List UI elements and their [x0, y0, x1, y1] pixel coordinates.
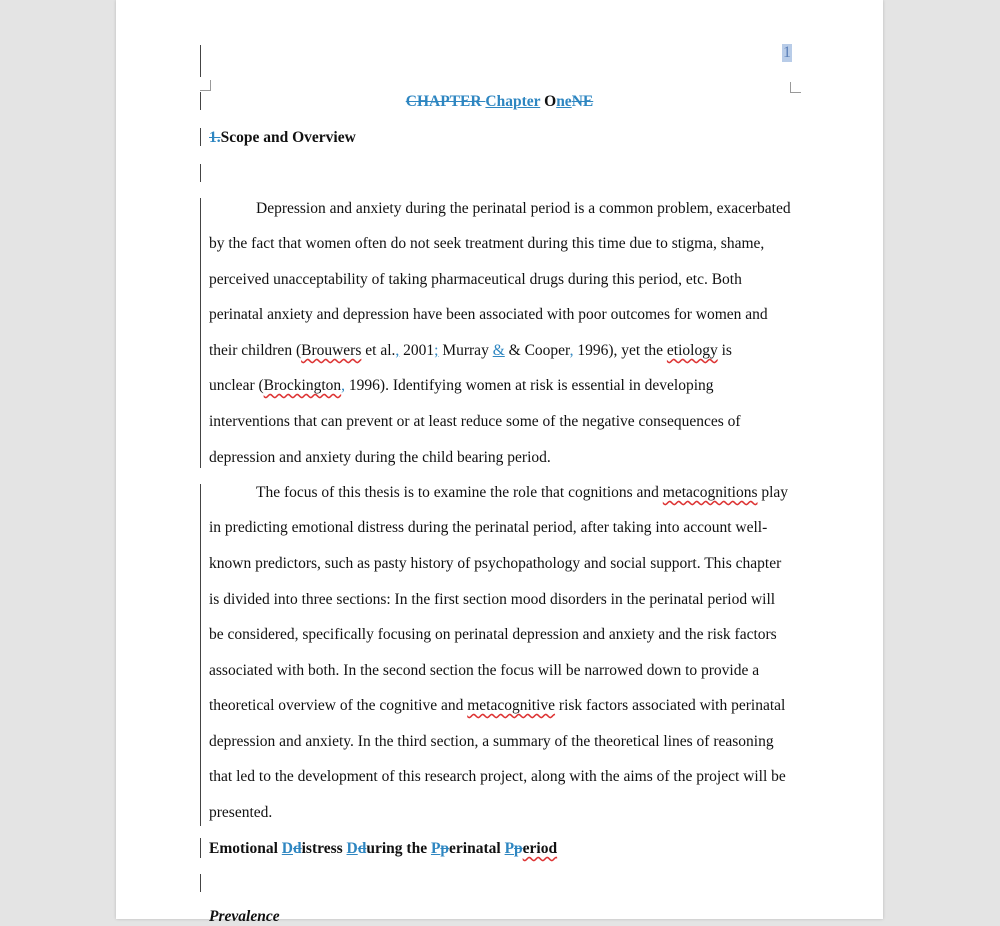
- text-run: et al.: [361, 342, 396, 359]
- tracked-deletion: p: [514, 840, 523, 857]
- paragraph-line: that led to the development of this research project, along with the aims of the project will be: [209, 768, 786, 785]
- heading-text: O: [544, 93, 557, 110]
- text-run: theoretical overview of the cognitive and: [209, 697, 468, 714]
- paragraph-line: [209, 696, 785, 716]
- paragraph-line: known predictors, such as pasty history of psychopathology and social support. This chapter: [209, 555, 782, 572]
- paragraph-line: is divided into three sections: In the first section mood disorders in the perinatal period will: [209, 591, 776, 608]
- tracked-insertion: &: [492, 342, 505, 359]
- paragraph-line: perinatal anxiety and depression have been associated with poor outcomes for women and: [209, 306, 768, 323]
- paragraph-line: interventions that can prevent or at least reduce some of the negative consequences of: [209, 413, 741, 430]
- text-run: uring the: [366, 840, 431, 857]
- paragraph-line: by the fact that women often do not seek treatment during this time due to stigma, shame,: [209, 235, 765, 252]
- chapter-heading: [116, 93, 883, 111]
- paragraph-line: presented.: [209, 804, 273, 821]
- change-bar: [200, 128, 201, 146]
- page-number: 1: [783, 44, 791, 61]
- tracked-insertion: ;: [434, 342, 439, 359]
- tracked-insertion: P: [504, 840, 515, 857]
- section-heading: [209, 129, 356, 147]
- tracked-insertion: ,: [395, 342, 400, 359]
- text-run: risk factors associated with perinatal: [555, 697, 786, 714]
- paragraph-line: Depression and anxiety during the perinatal period is a common problem, exacerbated: [256, 200, 791, 217]
- text-run: & Cooper: [504, 342, 570, 359]
- text-run: istress: [301, 840, 347, 857]
- spelling-flag: Brockington: [263, 377, 342, 394]
- tracked-deletion: CHAPTER: [405, 93, 486, 110]
- paragraph-line: [256, 483, 788, 503]
- spelling-flag: Brouwers: [301, 342, 362, 359]
- change-bar: [200, 45, 201, 77]
- tracked-insertion: D: [346, 840, 358, 857]
- change-bar: [200, 198, 201, 468]
- paragraph-line: in predicting emotional distress during the perinatal period, after taking into account well-: [209, 519, 768, 536]
- text-run: 1996), yet the: [573, 342, 667, 359]
- tracked-deletion: NE: [571, 93, 594, 110]
- paragraph-line: [209, 376, 714, 396]
- tracked-insertion: ,: [569, 342, 574, 359]
- document-page[interactable]: [116, 0, 883, 925]
- paragraph-line: perceived unacceptability of taking pharmaceutical drugs during this period, etc. Both: [209, 271, 742, 288]
- next-heading-partial: Prevalence: [209, 908, 280, 925]
- margin-corner-top-right: [790, 82, 801, 93]
- text-run: 1996). Identifying women at risk is essential in developing: [345, 377, 714, 394]
- tracked-insertion: ne: [556, 93, 572, 110]
- subheading: [209, 840, 557, 858]
- change-bar: [200, 874, 201, 892]
- tracked-deletion: 1.: [209, 129, 221, 146]
- text-run: unclear (: [209, 377, 264, 394]
- text-run: play: [757, 484, 789, 501]
- spelling-flag: etiology: [666, 342, 718, 359]
- paragraph-line: [209, 341, 732, 361]
- tracked-deletion: d: [357, 840, 367, 857]
- spelling-flag: metacognitive: [467, 697, 556, 714]
- paragraph-line: depression and anxiety. In the third section, a summary of the theoretical lines of reasoning: [209, 733, 774, 750]
- tracked-insertion: Chapter: [485, 93, 541, 110]
- tracked-insertion: P: [430, 840, 441, 857]
- spelling-flag: eriod: [522, 840, 558, 857]
- text-run: erinatal: [449, 840, 505, 857]
- text-run: Emotional: [209, 840, 282, 857]
- change-bar: [200, 164, 201, 182]
- spelling-flag: metacognitions: [662, 484, 758, 501]
- text-run: Murray: [438, 342, 493, 359]
- tracked-deletion: p: [440, 840, 450, 857]
- text-run: is: [717, 342, 732, 359]
- change-bar: [200, 484, 201, 826]
- paragraph-line: be considered, specifically focusing on perinatal depression and anxiety and the risk factors: [209, 626, 777, 643]
- text-run: their children (: [209, 342, 302, 359]
- margin-corner-top-left: [200, 80, 211, 91]
- text-run: 2001: [399, 342, 435, 359]
- tracked-deletion: d: [292, 840, 302, 857]
- section-heading-text: Scope and Overview: [220, 129, 356, 146]
- paragraph-line: depression and anxiety during the child bearing period.: [209, 449, 551, 466]
- paragraph-line: associated with both. In the second section the focus will be narrowed down to provide a: [209, 662, 760, 679]
- text-run: The focus of this thesis is to examine the role that cognitions and: [256, 484, 663, 501]
- tracked-insertion: ,: [341, 377, 346, 394]
- change-bar: [200, 838, 201, 858]
- tracked-insertion: D: [281, 840, 293, 857]
